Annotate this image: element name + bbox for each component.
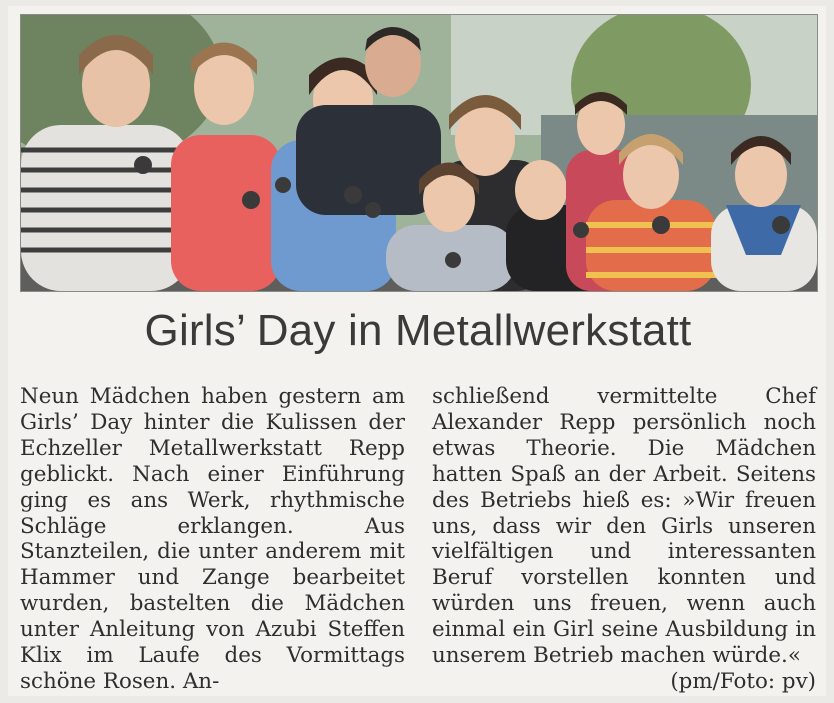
photo-credit: (pm/Foto: pv) [670,668,816,694]
group-photo [20,14,818,292]
headline: Girls’ Day in Metallwerkstatt [144,306,692,355]
photo-illustration [21,15,817,291]
article-column-left: Neun Mädchen haben gestern am Girls’ Day hinter die Kulissen der Echzeller Metallwerkstatt Repp geblickt. Nach einer Einführung ging es ans Werk, rhythmische Schläge erklangen. Aus Stanzteilen, die unter anderem mit Hammer und Zange bearbeitet wurden, bastelten die Mädchen unter Anleitung von Azubi Steffen Klix im Laufe des Vormittags schöne Rosen. An- [20,384,405,694]
article-column-right [432,384,816,695]
article-column-right-text: schließend vermittelte Chef Alexander Repp persönlich noch etwas Theorie. Die Mädchen hatten Spaß an der Arbeit. Seitens des Betriebs hieß es: »Wir freuen uns, dass wir den Girls unseren vielfältigen und interessanten Beruf vorstellen konnten und würden uns freuen, wenn auch einmal ein Girl seine Ausbildung in unserem Betrieb machen würde.« [432,384,816,669]
